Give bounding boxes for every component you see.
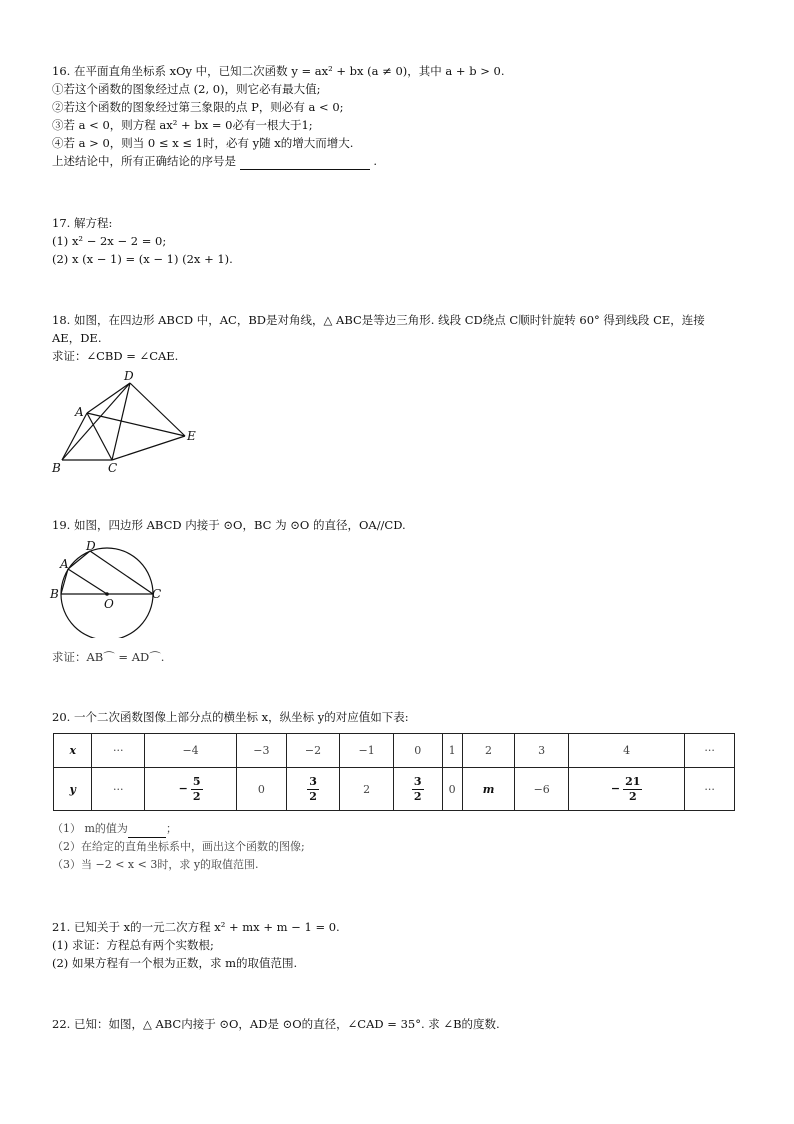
q16-answer-prompt: 上述结论中，所有正确结论的序号是 (52, 154, 236, 168)
q20-sub-2: （2）在给定的直角坐标系中，画出这个函数的图像; (52, 840, 305, 853)
q18-prove: 求证：∠CBD = ∠CAE. (52, 349, 179, 363)
x-cell: 0 (393, 734, 442, 768)
y-cell: m (462, 768, 515, 811)
label-e: E (187, 429, 196, 443)
q21-part-2: (2) 如果方程有一个根为正数，求 m的取值范围. (52, 956, 298, 970)
q20-subquestions (52, 820, 305, 874)
question-22 (52, 1015, 500, 1033)
q17-part-2: (2) x (x − 1) = (x − 1) (2x + 1). (52, 252, 233, 266)
q20-sub-1-text: （1） m的值为 (52, 822, 128, 835)
x-header: x (54, 734, 92, 768)
q19-prove (52, 648, 164, 666)
x-cell: −2 (286, 734, 340, 768)
segment-ba (61, 569, 68, 594)
question-19 (52, 516, 406, 534)
label-b: B (52, 461, 61, 475)
q20-sub-3: （3）当 −2 < x < 3时，求 y的取值范围. (52, 858, 259, 871)
x-cell: ··· (685, 734, 735, 768)
x-cell: −4 (145, 734, 237, 768)
x-cell: 1 (442, 734, 462, 768)
segment-bd (62, 383, 130, 460)
label-b: B (50, 587, 59, 601)
center-point (105, 592, 109, 596)
fraction: $\frac{3}{2}$ (309, 774, 317, 803)
x-cell: −1 (340, 734, 394, 768)
question-21 (52, 918, 340, 972)
question-16 (52, 62, 505, 170)
q16-answer-blank[interactable] (240, 157, 370, 170)
q20-m-blank[interactable] (128, 825, 166, 838)
q16-statement-2: ②若这个函数的图象经过第三象限的点 P，则必有 a < 0; (52, 100, 344, 114)
q21-part-1: (1) 求证：方程总有两个实数根; (52, 938, 214, 952)
segment-ao (68, 569, 107, 594)
segment-ae (87, 413, 185, 436)
x-cell: 3 (515, 734, 569, 768)
y-cell: − $\frac{21}{2}$ (568, 768, 684, 811)
label-d: D (124, 369, 134, 383)
segment-dc (90, 551, 153, 594)
x-cell: 4 (568, 734, 684, 768)
table-row-y (54, 768, 735, 811)
label-o: O (104, 597, 114, 611)
q19-figure (48, 538, 168, 638)
x-cell: ··· (92, 734, 145, 768)
label-a: A (60, 557, 69, 571)
y-cell: 0 (442, 768, 462, 811)
label-c: C (108, 461, 118, 475)
fraction: $\frac{21}{2}$ (625, 774, 641, 803)
segment-ad (68, 551, 90, 569)
q21-stem: 21. 已知关于 x的一元二次方程 x² + mx + m − 1 = 0. (52, 920, 340, 934)
q18-stem: 18. 如图，在四边形 ABCD 中，AC，BD是对角线，△ ABC是等边三角形. 线段 CD绕点 C顺时针旋转 60° 得到线段 CE，连接 (52, 313, 705, 327)
label-d: D (86, 539, 96, 553)
q20-sub-1 (52, 820, 305, 838)
segment-ce (112, 436, 185, 460)
y-cell: 2 (340, 768, 394, 811)
x-cell: 2 (462, 734, 515, 768)
q20-stem: 20. 一个二次函数图像上部分点的横坐标 x，纵坐标 y的对应值如下表: (52, 710, 409, 724)
table-row-x (54, 734, 735, 768)
q19-stem: 19. 如图，四边形 ABCD 内接于 ⊙O，BC 为 ⊙O 的直径，OA//CD. (52, 518, 406, 532)
q16-answer-line (52, 152, 505, 170)
segment-ac (87, 413, 112, 460)
question-20 (52, 708, 409, 726)
fraction: $\frac{5}{2}$ (192, 774, 201, 803)
label-a: A (75, 405, 84, 419)
q20-value-table (53, 733, 735, 811)
q17-part-1: (1) x² − 2x − 2 = 0; (52, 234, 167, 248)
q16-statement-1: ①若这个函数的图象经过点 (2, 0)，则它必有最大值; (52, 82, 321, 96)
q16-statement-3: ③若 a < 0，则方程 ax² + bx = 0必有一根大于1; (52, 118, 313, 132)
question-17 (52, 214, 233, 268)
y-cell: ··· (685, 768, 735, 811)
y-header: y (54, 768, 92, 811)
segment-de (130, 383, 185, 436)
y-cell: ··· (92, 768, 145, 811)
y-cell: −6 (515, 768, 569, 811)
fraction: $\frac{3}{2}$ (413, 774, 422, 803)
q20-sub-1-end: ； (165, 822, 177, 835)
q22-stem: 22. 已知：如图，△ ABC内接于 ⊙O，AD是 ⊙O的直径，∠CAD = 35°. 求 ∠B的度数. (52, 1017, 500, 1031)
q18-figure (50, 368, 210, 478)
q17-stem: 17. 解方程: (52, 216, 113, 230)
q16-stem: 16. 在平面直角坐标系 xOy 中，已知二次函数 y = ax² + bx (a ≠ 0)，其中 a + b > 0. (52, 64, 505, 78)
q18-stem-cont: AE，DE. (52, 331, 102, 345)
q16-answer-end: . (373, 154, 377, 168)
y-cell (393, 768, 442, 811)
label-c: C (152, 587, 162, 601)
x-cell: −3 (237, 734, 287, 768)
q16-statement-4: ④若 a > 0，则当 0 ≤ x ≤ 1时，必有 y随 x的增大而增大. (52, 136, 354, 150)
y-cell: 0 (237, 768, 287, 811)
y-cell (286, 768, 340, 811)
y-cell: − $\frac{5}{2}$ (145, 768, 237, 811)
question-18 (52, 311, 705, 365)
q19-prove-text: 求证：AB⌒ = AD⌒. (52, 650, 165, 664)
